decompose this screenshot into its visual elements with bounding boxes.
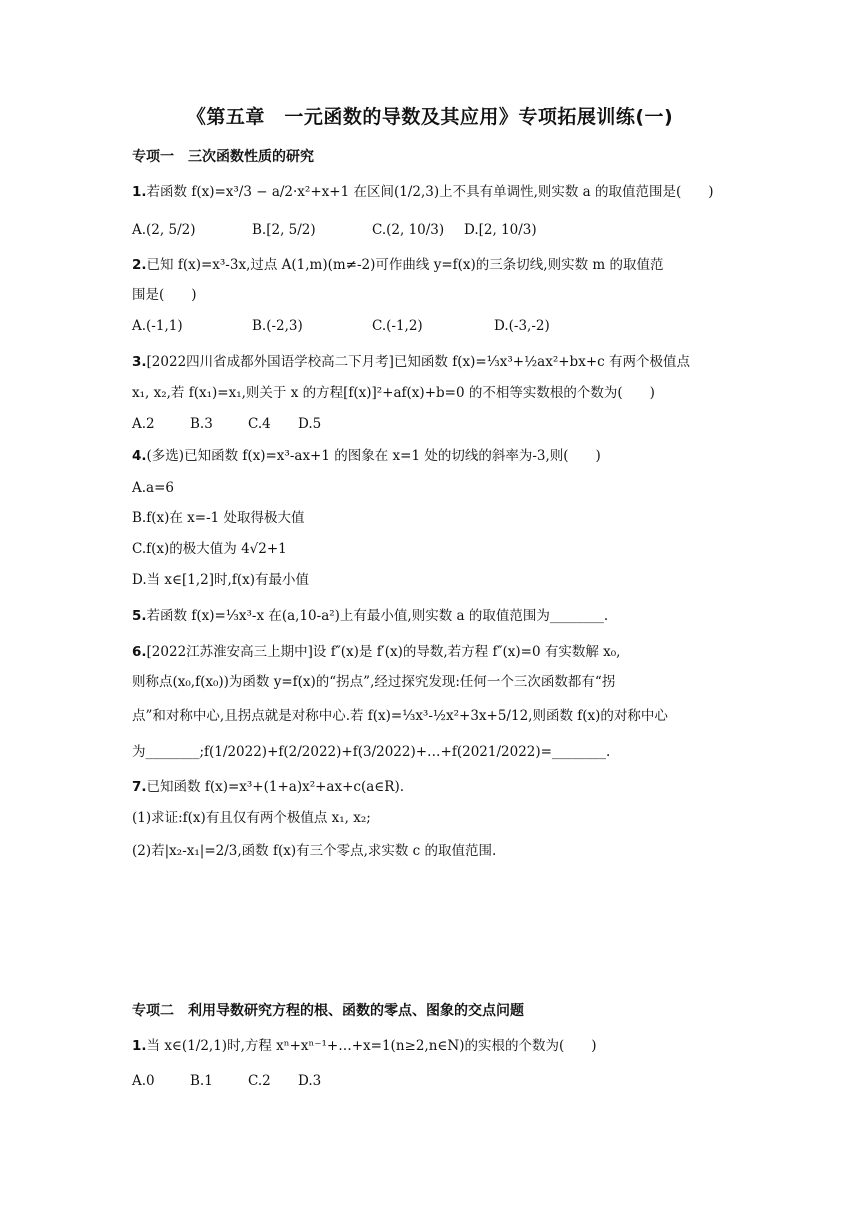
question-1-5 (132, 606, 608, 626)
question-1-2-options (132, 316, 550, 336)
question-1-7-part-2: (2)若|x₂-x₁|=2/3,函数 f(x)有三个零点,求实数 c 的取值范围. (132, 843, 497, 859)
option-a: A.(2, 5/2) (132, 222, 196, 238)
question-1-4 (132, 446, 601, 466)
option-c: C.(2, 10/3) (372, 222, 445, 238)
question-1-3-cont: x₁, x₂,若 f(x₁)=x₁,则关于 x 的方程[f(x)]²+af(x)+b=0 的不相等实数根的个数为( ) (132, 385, 655, 401)
question-2-1-options (132, 1071, 321, 1091)
question-1-2 (132, 255, 663, 275)
question-stem-line-1: [2022江苏淮安高三上期中]设 f″(x)是 f′(x)的导数,若方程 f″(x)=0 有实数解 x₀, (146, 644, 621, 660)
option-b: B.[2, 5/2) (252, 222, 316, 238)
question-1-6-line-3: 点”和对称中心,且拐点就是对称中心.若 f(x)=⅓x³-½x²+3x+5/12,则函数 f(x)的对称中心 (132, 708, 668, 724)
question-stem: (多选)已知函数 f(x)=x³-ax+1 的图象在 x=1 处的切线的斜率为-3,则( ) (146, 448, 601, 464)
question-1-3-options (132, 414, 321, 434)
page-title: 《第五章 一元函数的导数及其应用》专项拓展训练(一) (186, 106, 674, 128)
question-stem: 若函数 f(x)=⅓x³-x 在(a,10-a²)上有最小值,则实数 a 的取值范围为________. (146, 608, 609, 624)
question-number: 7. (132, 779, 147, 795)
option-a: A.(-1,1) (132, 318, 183, 334)
question-stem: 已知函数 f(x)=x³+(1+a)x²+ax+c(a∈R). (146, 779, 405, 795)
question-stem-line-1: 已知 f(x)=x³-3x,过点 A(1,m)(m≠-2)可作曲线 y=f(x)的三条切线,则实数 m 的取值范 (146, 257, 664, 273)
option-d: D.当 x∈[1,2]时,f(x)有最小值 (132, 572, 309, 588)
question-number: 1. (132, 1038, 147, 1054)
option-d: D.3 (298, 1073, 322, 1089)
question-stem-line-1: [2022四川省成都外国语学校高二下月考]已知函数 f(x)=⅓x³+½ax²+bx+c 有两个极值点 (146, 354, 690, 370)
option-b: B.3 (190, 416, 213, 432)
question-1-1 (132, 182, 714, 202)
question-1-2-cont: 围是( ) (132, 287, 197, 303)
question-1-6-line-4: 为________;f(1/2022)+f(2/2022)+f(3/2022)+…+f(2021/2022)=________. (132, 744, 611, 760)
option-d: D.5 (298, 416, 322, 432)
option-c: C.(-1,2) (372, 318, 423, 334)
question-number: 5. (132, 608, 147, 624)
question-number: 2. (132, 257, 147, 273)
option-a: A.2 (132, 416, 155, 432)
option-b: B.1 (190, 1073, 213, 1089)
question-1-6-line-2: 则称点(x₀,f(x₀))为函数 y=f(x)的“拐点”,经过探究发现:任何一个三次函数都有“拐 (132, 674, 616, 690)
question-number: 3. (132, 354, 147, 370)
section-heading-1: 专项一 三次函数性质的研究 (132, 149, 314, 165)
question-number: 4. (132, 448, 147, 464)
question-1-7-part-1: (1)求证:f(x)有且仅有两个极值点 x₁, x₂; (132, 810, 371, 826)
question-2-1 (132, 1036, 597, 1056)
question-number: 1. (132, 184, 147, 200)
option-b: B.f(x)在 x=-1 处取得极大值 (132, 510, 305, 526)
section-heading-2: 专项二 利用导数研究方程的根、函数的零点、图象的交点问题 (132, 1003, 524, 1019)
question-1-6 (132, 642, 620, 662)
question-stem: 若函数 f(x)=x³/3 − a/2·x²+x+1 在区间(1/2,3)上不具有单调性,则实数 a 的取值范围是( ) (146, 184, 714, 200)
option-a: A.0 (132, 1073, 155, 1089)
option-c: C.4 (248, 416, 271, 432)
option-c: C.2 (248, 1073, 271, 1089)
question-1-3 (132, 352, 690, 372)
option-b: B.(-2,3) (252, 318, 303, 334)
option-c: C.f(x)的极大值为 4√2+1 (132, 541, 287, 557)
option-d: D.(-3,-2) (494, 318, 550, 334)
option-a: A.a=6 (132, 480, 174, 496)
option-d: D.[2, 10/3) (464, 222, 537, 238)
question-number: 6. (132, 644, 147, 660)
question-stem: 当 x∈(1/2,1)时,方程 xⁿ+xⁿ⁻¹+…+x=1(n≥2,n∈N)的实根的个数为( ) (146, 1038, 597, 1054)
question-1-1-options (132, 220, 537, 240)
question-1-7 (132, 777, 404, 797)
